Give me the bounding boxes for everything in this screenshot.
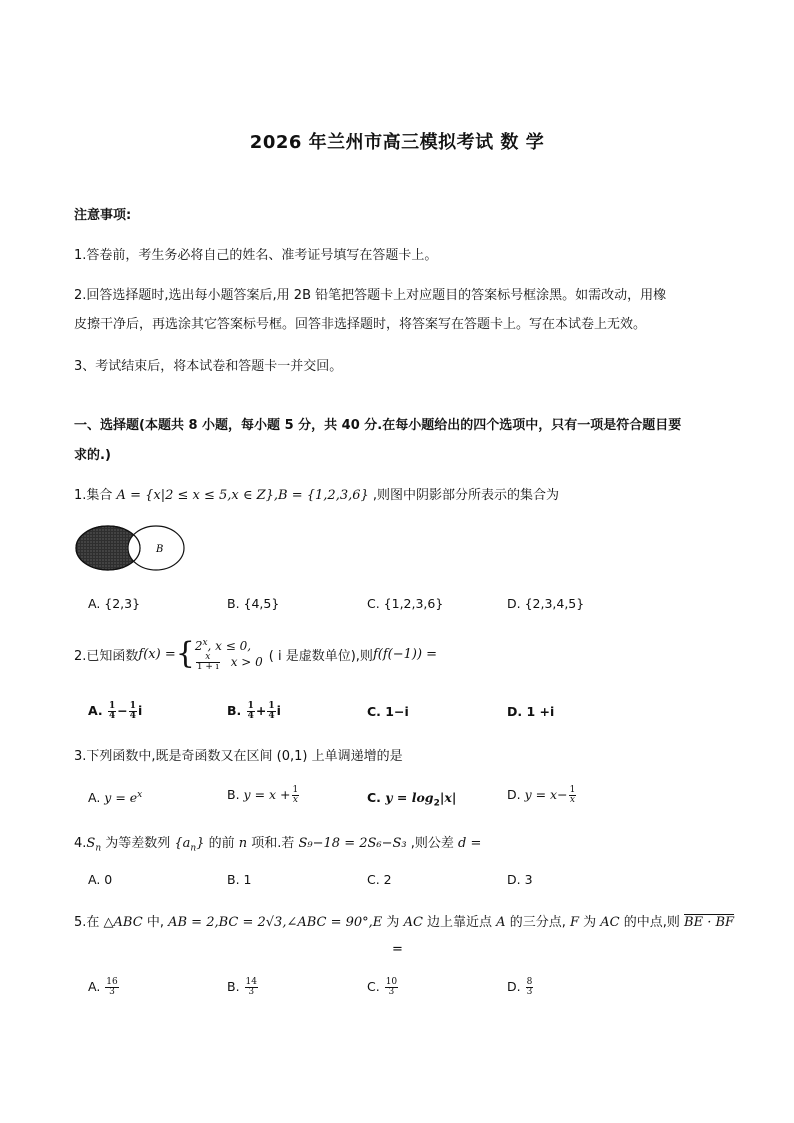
section-1-heading: 一、选择题(本题共 8 小题，每小题 5 分，共 40 分.在每小题给出的四个选项中，只有一项是符合题目要 bbox=[74, 418, 682, 433]
q1-suffix: ,则图中阴影部分所表示的集合为 bbox=[368, 488, 560, 503]
q1-option-d: D. {2,3,4,5} bbox=[507, 596, 585, 611]
q1-sets: A = {x|2 ≤ x ≤ 5,x ∈ Z},B = {1,2,3,6} bbox=[116, 488, 369, 503]
q2-func: f(x) = bbox=[138, 646, 176, 662]
q3-option-d: D. y = x− $\frac{1}{x}$ bbox=[507, 785, 576, 805]
q5-option-d: D. $\frac{8}{3}$ bbox=[507, 977, 533, 997]
notice-item-2: 2.回答选择题时,选出每小题答案后,用 2B 铅笔把答题卡上对应题目的答案标号框涂黑。如需改动，用橡 bbox=[74, 288, 667, 303]
q1-option-c: C. {1,2,3,6} bbox=[367, 596, 444, 611]
q4-option-b: B. 1 bbox=[227, 872, 252, 887]
q4-option-a: A. 0 bbox=[88, 872, 113, 887]
q5-option-b: B. $\frac{14}{3}$ bbox=[227, 977, 257, 997]
q4-option-d: D. 3 bbox=[507, 872, 533, 887]
question-2-stem bbox=[74, 636, 437, 672]
q2-case2-frac: $\frac{x}{1 + i}$ bbox=[196, 652, 219, 672]
q4-option-c: C. 2 bbox=[367, 872, 392, 887]
q2-case1-pow: x bbox=[202, 638, 208, 648]
question-3-stem: 3.下列函数中,既是奇函数又在区间 (0,1) 上单调递增的是 bbox=[74, 749, 403, 764]
q2-case1-base: 2 bbox=[194, 639, 203, 653]
q3-option-b: B. y = x + $\frac{1}{x}$ bbox=[227, 785, 299, 805]
question-5-equals: = bbox=[392, 942, 403, 957]
q2-end: f(f(−1)) = bbox=[372, 646, 438, 662]
q2-case1-cond: , x ≤ 0, bbox=[207, 639, 252, 653]
q5-option-a: A. $\frac{16}{3}$ bbox=[88, 977, 118, 997]
q3-option-c: C. $y = \log_2|x|$ bbox=[367, 790, 457, 809]
venn-label-b: B bbox=[156, 544, 164, 555]
question-4-stem: $4.S_n$ 为等差数列 $\{a_n\}$ 的前 n 项和.若 S₉−18 = 2S₆−S₃ ,则公差 d = bbox=[74, 836, 482, 854]
q5-option-c: C. $\frac{10}{3}$ bbox=[367, 977, 398, 997]
venn-diagram bbox=[72, 520, 190, 576]
q1-option-a: A. {2,3} bbox=[88, 596, 141, 611]
q2-option-a: A. $\frac{1}{4}$ − $\frac{1}{4}$ i bbox=[88, 701, 143, 721]
q2-prefix: 2.已知函数 bbox=[74, 648, 139, 664]
notice-item-1: 1.答卷前，考生务必将自己的姓名、准考证号填写在答题卡上。 bbox=[74, 248, 438, 263]
piecewise-brace: { bbox=[175, 636, 195, 671]
q2-option-c: C. 1−i bbox=[367, 704, 409, 719]
notice-heading: 注意事项: bbox=[74, 208, 132, 223]
question-1-stem bbox=[74, 484, 559, 503]
q2-option-d: D. 1 +i bbox=[507, 704, 555, 719]
notice-item-2-cont: 皮擦干净后，再选涂其它答案标号框。回答非选择题时，将答案写在答题卡上。写在本试卷上无效。 bbox=[74, 317, 647, 332]
piecewise-cases bbox=[195, 636, 263, 672]
page-title: 2026 年兰州市高三模拟考试 数 学 bbox=[249, 132, 545, 153]
q1-option-b: B. {4,5} bbox=[227, 596, 280, 611]
q2-case2-cond: x > 0 bbox=[230, 655, 263, 669]
q2-mid: ( i 是虚数单位),则 bbox=[268, 648, 373, 664]
q1-prefix: 1.集合 bbox=[74, 488, 117, 503]
q3-option-a: A. $y = e^x$ bbox=[88, 790, 143, 806]
notice-item-3: 3、考试结束后，将本试卷和答题卡一并交回。 bbox=[74, 359, 343, 374]
section-1-heading-cont: 求的.) bbox=[74, 448, 111, 463]
question-5-stem: 5.在 △ABC 中, AB = 2,BC = 2√3,∠ABC = 90°,E 为 AC 边上靠近点 A 的三分点, F 为 AC 的中点,则 BE · BF bbox=[74, 915, 735, 930]
q2-option-b: B. $\frac{1}{4}$ + $\frac{1}{4}$ i bbox=[227, 701, 281, 721]
